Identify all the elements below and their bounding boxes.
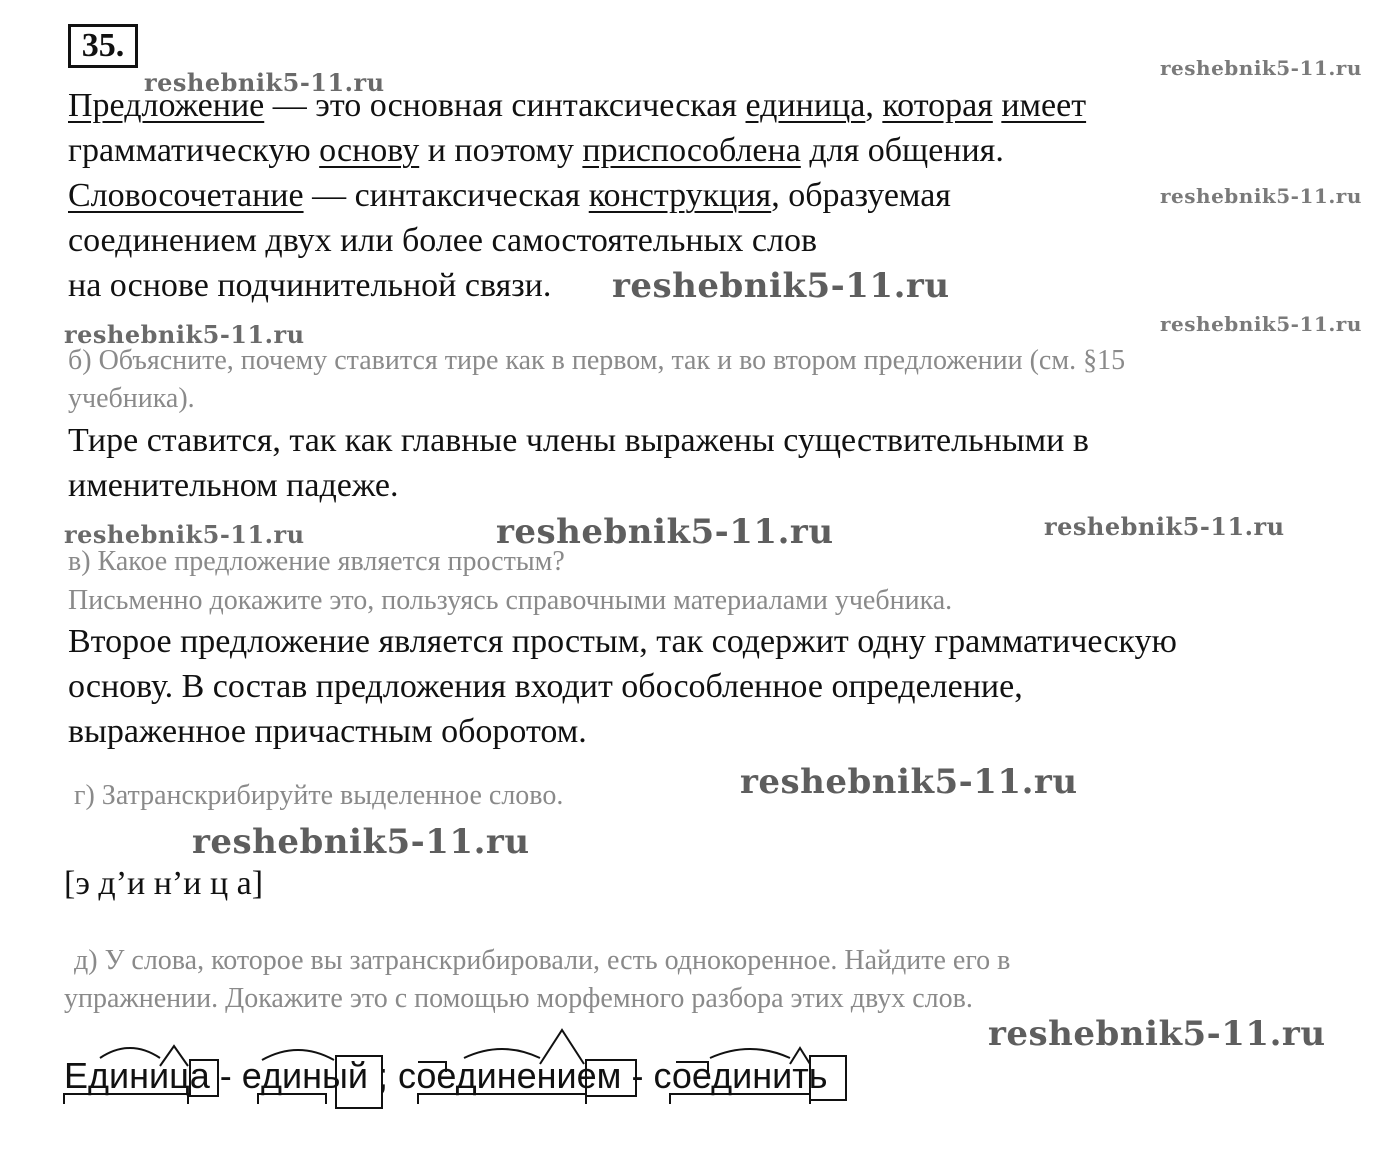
exercise-number: 35.	[68, 24, 138, 68]
task-g: г) Затранскрибируйте выделенное слово.	[74, 780, 564, 811]
morpheme-word: соединить	[653, 1055, 828, 1096]
separator: ;	[367, 1055, 398, 1096]
watermark: reshebnik5-11.ru	[496, 512, 834, 552]
underlined-word: которая	[882, 87, 993, 124]
morpheme-word: единый	[241, 1055, 368, 1096]
transcription: [э д’и н’и ц а]	[64, 865, 264, 902]
watermark: reshebnik5-11.ru	[64, 320, 305, 349]
definition-line-4: соединением двух или более самостоятельных слов	[68, 222, 817, 259]
separator: -	[209, 1055, 242, 1096]
task-v-line-1: в) Какое предложение является простым?	[68, 546, 565, 577]
answer-b-line-1: Тире ставится, так как главные члены выражены существительными в	[68, 422, 1089, 459]
definition-line-1	[68, 84, 1086, 128]
underlined-word: приспособлена	[582, 132, 801, 169]
morpheme-word: Единица	[64, 1055, 210, 1096]
answer-b-line-2: именительном падеже.	[68, 467, 399, 504]
watermark: reshebnik5-11.ru	[988, 1014, 1326, 1054]
definition-line-2	[68, 129, 1004, 173]
text: ,	[865, 87, 883, 124]
answer-v-line-1: Второе предложение является простым, так содержит одну грамматическую	[68, 623, 1177, 660]
text: грамматическую	[68, 132, 320, 169]
underlined-word: Словосочетание	[68, 177, 304, 214]
watermark: reshebnik5-11.ru	[1160, 56, 1362, 80]
underlined-word: имеет	[1001, 87, 1087, 124]
watermark: reshebnik5-11.ru	[1160, 312, 1362, 336]
task-d-line-1: д) У слова, которое вы затранскрибировали, есть однокоренное. Найдите его в	[74, 945, 1011, 976]
underlined-word: единица	[745, 87, 866, 124]
underlined-word: основу	[319, 132, 420, 169]
text: — это основная синтаксическая	[264, 87, 746, 124]
watermark: reshebnik5-11.ru	[64, 520, 305, 549]
text: для общения.	[800, 132, 1004, 169]
underlined-word: Предложение	[68, 87, 265, 124]
answer-v-line-2: основу. В состав предложения входит обособленное определение,	[68, 668, 1023, 705]
watermark: reshebnik5-11.ru	[192, 822, 530, 862]
morpheme-word: соединением	[398, 1055, 622, 1096]
separator: -	[621, 1055, 654, 1096]
watermark: reshebnik5-11.ru	[1160, 184, 1362, 208]
task-d-line-2: упражнении. Докажите это с помощью морфемного разбора этих двух слов.	[64, 983, 973, 1014]
watermark: reshebnik5-11.ru	[1044, 512, 1285, 541]
watermark: reshebnik5-11.ru	[740, 762, 1078, 802]
underlined-word: конструкция	[588, 177, 772, 214]
morpheme-analysis-row	[64, 1056, 827, 1096]
text: — синтаксическая	[303, 177, 589, 214]
task-b-line-1: б) Объясните, почему ставится тире как в первом, так и во втором предложении (см. §15	[68, 345, 1126, 376]
task-v-line-2: Письменно докажите это, пользуясь справочными материалами учебника.	[68, 585, 953, 616]
definition-line-3	[68, 174, 951, 218]
text: , образуемая	[771, 177, 951, 214]
task-b-line-2: учебника).	[68, 383, 195, 414]
answer-v-line-3: выраженное причастным оборотом.	[68, 713, 587, 750]
watermark: reshebnik5-11.ru	[144, 68, 385, 97]
definition-line-5: на основе подчинительной связи.	[68, 267, 552, 304]
watermark: reshebnik5-11.ru	[612, 266, 950, 306]
text: и поэтому	[419, 132, 583, 169]
